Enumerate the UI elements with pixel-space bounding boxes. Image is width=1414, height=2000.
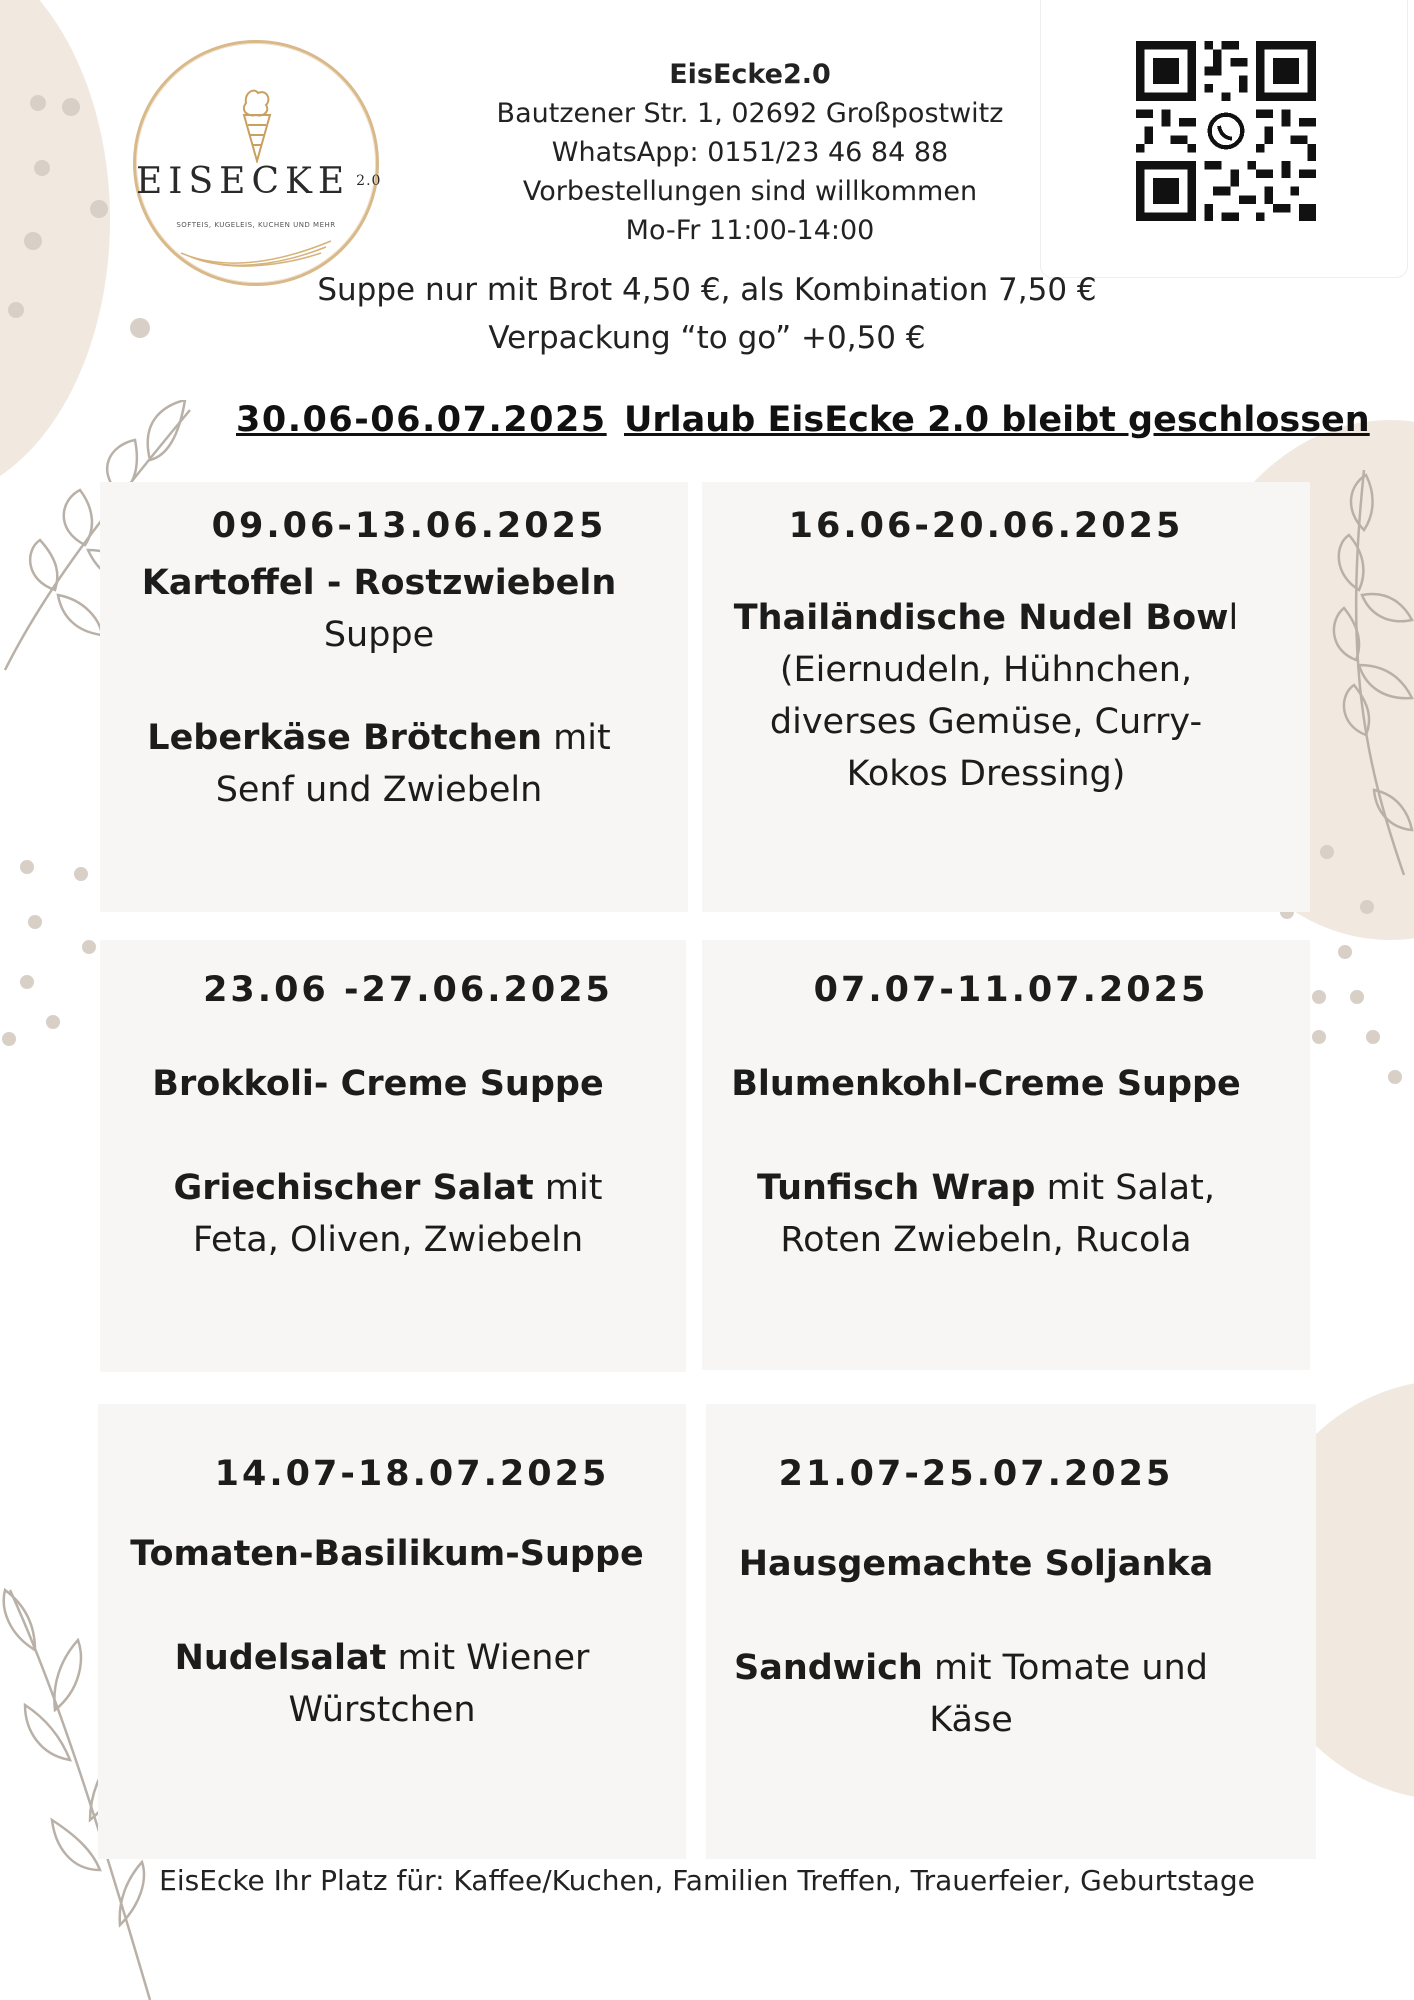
- main-dish-detail-line2: Feta, Oliven, Zwiebeln: [192, 1220, 584, 1260]
- bg-dot: [1350, 990, 1364, 1004]
- logo-version-text: 2.0: [356, 173, 382, 189]
- menu-card-week-6: [706, 1404, 1316, 1859]
- qr-code-card[interactable]: [1040, 0, 1408, 278]
- bg-dot: [1312, 1030, 1326, 1044]
- week-date: 23.06 -27.06.2025: [203, 970, 613, 1010]
- bg-dot: [1360, 900, 1374, 914]
- contact-header: [440, 55, 1060, 250]
- preorder-note: Vorbestellungen sind willkommen: [522, 176, 978, 207]
- logo-tagline: SOFTEIS, KUGELEIS, KUCHEN UND MEHR: [176, 221, 336, 229]
- main-dish-name: Tunfisch Wrap: [757, 1168, 1036, 1208]
- week-date: 14.07-18.07.2025: [214, 1454, 610, 1494]
- footer-tagline: EisEcke Ihr Platz für: Kaffee/Kuchen, Familien Treffen, Trauerfeier, Geburtstage: [159, 1864, 1255, 1897]
- main-dish-detail-line4: Kokos Dressing): [846, 754, 1126, 794]
- main-dish-detail: mit: [533, 1168, 603, 1208]
- bg-dot: [28, 915, 42, 929]
- bg-dot: [82, 940, 96, 954]
- week-date: 16.06-20.06.2025: [788, 506, 1184, 546]
- business-address: Bautzener Str. 1, 02692 Großpostwitz: [496, 98, 1004, 129]
- ice-cream-cone-icon: [136, 83, 376, 163]
- week-date: 09.06-13.06.2025: [211, 506, 607, 546]
- soup-name: Brokkoli- Creme Suppe: [152, 1064, 604, 1104]
- bg-dot: [1366, 1030, 1380, 1044]
- bg-dot: [1338, 945, 1352, 959]
- main-dish-detail: mit Tomate und: [922, 1648, 1208, 1688]
- bg-dot: [20, 860, 34, 874]
- main-dish-detail-line2: Roten Zwiebeln, Rucola: [780, 1220, 1192, 1260]
- main-dish-detail-line2: Würstchen: [288, 1690, 476, 1730]
- bg-dot: [62, 98, 80, 116]
- menu-card-week-4: [702, 940, 1310, 1370]
- opening-hours: Mo-Fr 11:00-14:00: [625, 215, 875, 246]
- main-dish-name: Sandwich: [734, 1648, 923, 1688]
- bg-dot: [24, 232, 42, 250]
- bg-dot: [90, 200, 108, 218]
- main-dish-detail-line2: Senf und Zwiebeln: [215, 770, 543, 810]
- soup-name: Tomaten-Basilikum-Suppe: [130, 1534, 644, 1574]
- soup-name-suffix: Suppe: [323, 615, 435, 655]
- soup-price-line: Suppe nur mit Brot 4,50 €, als Kombination 7,50 €: [317, 272, 1097, 308]
- holiday-text: Urlaub EisEcke 2.0 bleibt geschlossen: [624, 400, 1370, 440]
- main-dish: [100, 712, 688, 816]
- menu-card-week-3: [100, 940, 686, 1372]
- bg-dot: [46, 1015, 60, 1029]
- soup-dish: [100, 1058, 686, 1110]
- menu-card-week-1: [100, 482, 688, 912]
- soup-dish: [702, 1058, 1310, 1110]
- whatsapp-number[interactable]: WhatsApp: 0151/23 46 84 88: [551, 137, 949, 168]
- week-date: 21.07-25.07.2025: [778, 1454, 1174, 1494]
- bg-dot: [34, 160, 50, 176]
- gold-swirl-icon: [176, 233, 336, 273]
- soup-name: Kartoffel - Rostzwiebeln: [141, 563, 617, 603]
- main-dish: [702, 592, 1310, 800]
- main-dish-name: Thailändische Nudel Bow: [733, 598, 1229, 638]
- soup-name: Hausgemachte Soljanka: [738, 1544, 1214, 1584]
- menu-card-week-5: [98, 1404, 686, 1859]
- main-dish: [706, 1642, 1316, 1746]
- main-dish-name: Leberkäse Brötchen: [147, 718, 543, 758]
- week-date: 07.07-11.07.2025: [813, 970, 1209, 1010]
- menu-card-week-2: [702, 482, 1310, 912]
- main-dish-detail-line3: diverses Gemüse, Curry-: [769, 702, 1203, 742]
- main-dish-name-tail: l: [1228, 598, 1239, 638]
- whatsapp-qr-code-icon[interactable]: [1136, 41, 1316, 221]
- bg-dot: [74, 867, 88, 881]
- bg-dot: [20, 975, 34, 989]
- bg-dot: [30, 95, 46, 111]
- leaf-branch-right-icon: [1304, 460, 1414, 880]
- main-dish-detail: mit Salat,: [1035, 1168, 1215, 1208]
- main-dish: [702, 1162, 1310, 1266]
- main-dish: [98, 1632, 686, 1736]
- soup-dish: [98, 1528, 686, 1580]
- business-name: EisEcke2.0: [669, 59, 831, 90]
- main-dish-name: Nudelsalat: [174, 1638, 387, 1678]
- bg-dot: [2, 1032, 16, 1046]
- packaging-price-line: Verpackung “to go” +0,50 €: [488, 320, 926, 356]
- logo-wordmark: [136, 161, 382, 202]
- brand-logo: [133, 40, 382, 286]
- main-dish-detail-line2: (Eiernudeln, Hühnchen,: [779, 650, 1193, 690]
- main-dish: [100, 1162, 686, 1266]
- main-dish-name: Griechischer Salat: [173, 1168, 534, 1208]
- logo-brand-text: EISECKE: [136, 161, 351, 202]
- main-dish-detail-line2: Käse: [929, 1700, 1013, 1740]
- holiday-dates: 30.06-06.07.2025: [236, 400, 607, 440]
- soup-dish: [100, 557, 688, 661]
- bg-dot: [1388, 1070, 1402, 1084]
- soup-dish: [706, 1538, 1316, 1590]
- main-dish-detail: mit Wiener: [386, 1638, 590, 1678]
- main-dish-detail: mit: [542, 718, 611, 758]
- bg-dot: [1312, 990, 1326, 1004]
- soup-name: Blumenkohl-Creme Suppe: [731, 1064, 1241, 1104]
